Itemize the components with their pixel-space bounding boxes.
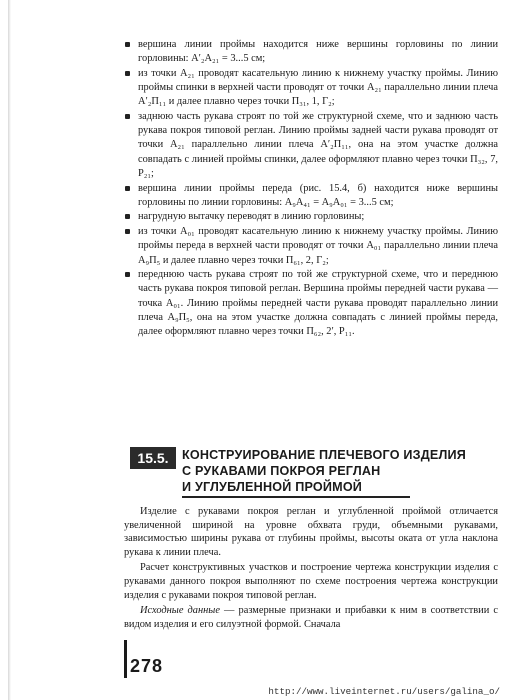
- list-item: [124, 225, 498, 268]
- page-number: 278: [130, 656, 164, 676]
- paragraph: [124, 604, 498, 631]
- italic-term: Исходные данные: [140, 605, 220, 617]
- bullet-icon: [125, 114, 130, 119]
- list-item: [124, 210, 498, 224]
- list-item: [124, 38, 498, 66]
- list-item: [124, 67, 498, 110]
- bullet-icon: [125, 186, 130, 191]
- section-heading: [130, 447, 498, 499]
- bullet-icon: [125, 214, 130, 219]
- bullet-text: вершина линии проймы находится ниже вершины горловины по линии горловины: А′₂А₂₁ = 3...5 см;: [138, 39, 498, 65]
- bullet-text: переднюю часть рукава строят по той же структурной схеме, что и переднюю часть рукава покроя типовой реглан. Вершина проймы передней части рукава — точка А₀₁. Линию проймы передней части рукава проводят параллельно линии плеча А₉П₅, она на этом участке должна совпадать с линией проймы переда, далее оформляют плавно через точки П₆₂, 2′, Р₁₁.: [138, 269, 498, 338]
- list-item: [124, 268, 498, 339]
- paragraph-rest: — размерные признаки и прибавки к ним в соответствии с видом изделия и его силуэтной формой. Сначала: [124, 605, 498, 630]
- section-title-line: КОНСТРУИРОВАНИЕ ПЛЕЧЕВОГО ИЗДЕЛИЯ: [182, 448, 467, 462]
- folio-rule: [124, 640, 127, 678]
- bullet-icon: [125, 71, 130, 76]
- body-text: [124, 505, 498, 633]
- section-number-badge: 15.5.: [130, 447, 176, 469]
- bullet-text: заднюю часть рукава строят по той же структурной схеме, что и заднюю часть рукава покроя типовой реглан. Линию проймы задней части рукава проводят от точки А₂₁ параллельно линии плеча А′₂П₁₁, она на этом участке должна совпадать с линией проймы спинки, далее оформляют плавно через точки П₃₂, 7, Р₂₁;: [138, 111, 498, 179]
- section-title-line: С РУКАВАМИ ПОКРОЯ РЕГЛАН: [182, 464, 381, 478]
- section-underline: [182, 496, 410, 498]
- list-item: [124, 182, 498, 210]
- paragraph: Изделие с рукавами покроя реглан и углубленной проймой отличается увеличенной шириной на уровне обхвата груди, объемными рукавами, зависимостью ширины рукава от глубины проймы, высоты оката от угла наклона рукава к линии плеча.: [124, 506, 498, 558]
- paragraph: Расчет конструктивных участков и построение чертежа конструкции изделия с рукавами данного покроя выполняют по схеме построения чертежа конструкции изделия с рукавами покроя типовой реглан.: [124, 562, 498, 601]
- list-item: [124, 110, 498, 181]
- page-edge-shadow: [8, 0, 11, 700]
- bullet-icon: [125, 229, 130, 234]
- bullet-text: нагрудную вытачку переводят в линию горловины;: [138, 211, 365, 223]
- bullet-icon: [125, 42, 130, 47]
- watermark-url: http://www.liveinternet.ru/users/galina_o/: [268, 686, 500, 697]
- section-title: [182, 447, 498, 495]
- bullet-list: [124, 38, 498, 340]
- bullet-text: из точки А₀₁ проводят касательную линию к нижнему участку проймы. Линию проймы переда в верхней части проводят от точки А₀₁ параллельно линии плеча А₉П₅ и далее плавно через точки П₆₁, 2, Г₂;: [138, 226, 498, 266]
- bullet-icon: [125, 272, 130, 277]
- bullet-text: из точки А₂₁ проводят касательную линию к нижнему участку проймы. Линию проймы спинки в верхней части проводят от точки А₂₁ параллельно линии плеча А′₂П₁₁ и далее плавно через точки П₃₁, 1, Г₂;: [138, 67, 498, 108]
- bullet-text: вершина линии проймы переда (рис. 15.4, б) находится ниже вершины горловины по линии горловины: А₉А₄₁ = А₉А₀₁ = 3...5 см;: [138, 182, 498, 208]
- section-title-line: И УГЛУБЛЕННОЙ ПРОЙМОЙ: [182, 480, 363, 494]
